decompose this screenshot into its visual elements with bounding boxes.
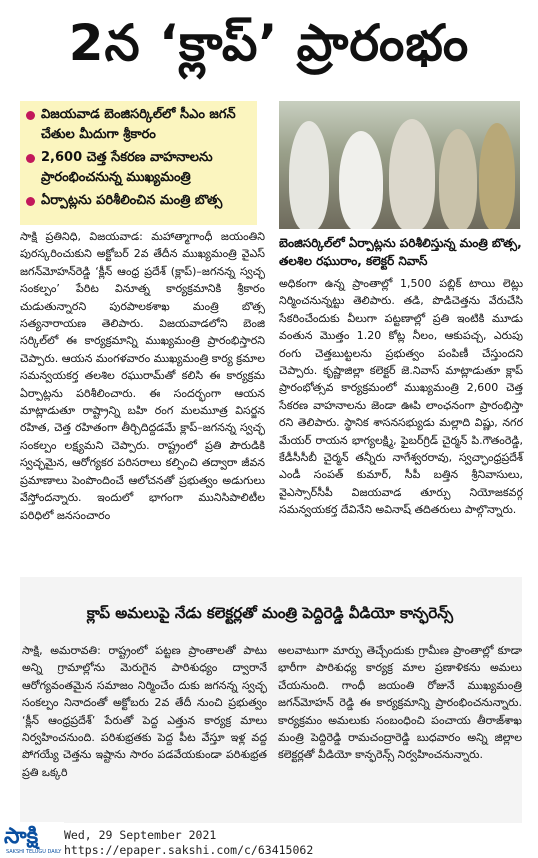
article-column: అలవాటుగా మార్పు తెచ్చేందుకు గ్రామీణ ప్రాంతాల్లో కూడా భారీగా పారిశుధ్య కార్యక్ర మాల ప్రణాళికను అమలు చేయనుంది. గాంధీ జయంతి రోజునే ముఖ్యమంత్రి జగన్‌మోహన్ రెడ్డి ఈ కార్యక్రమాన్ని ప్రారంభించనున్నారు. కార్యక్రమం అమలుకు సంబంధించి పంచాయ తీరాజ్‌శాఖ మంత్రి పెద్దిరెడ్డి రామచంద్రారెడ్డి బుధవారం అన్ని జిల్లాల కలెక్టర్లతో వీడియో కాన్ఫరెన్స్ నిర్వహించనున్నారు. — [278, 644, 522, 762]
highlight-item: ఏర్పాట్లను పరిశీలించిన మంత్రి బొత్స — [26, 191, 251, 211]
bullet-dot-icon — [26, 197, 35, 206]
article-column: సాక్షి, అమరావతి: రాష్ట్రంలో పట్టణ ప్రాంతాలతో పాటు అన్ని గ్రామాల్లోను మెరుగైన పారిశుధ్యం ద్వారానే ఆరోగ్యవంతమైన సమాజం నిర్మించేం దుకు జగనన్న స్వచ్ఛ సంకల్పం నినాదంతో అక్టోబరు 2వ తేదీ నుంచి ప్రభుత్వం ‘క్లీన్ ఆంధ్రప్రదేశ్’ పేరుతో పెద్ద ఎత్తున కార్యక్ర మాలు నిర్వహించనుంది. పరిశుభ్రతకు పెద్ద పీట వేస్తూ ఇళ్ల వద్ద పోగయ్యే చెత్తను ఇష్టాను సారం పడవేయకుండా పరిశుభ్రత ప్రతి ఒక్కరి — [22, 644, 267, 779]
sakshi-logo — [0, 822, 64, 858]
logo-subtext: SAKSHI TELUGU DAILY — [6, 849, 62, 855]
photo-figure — [479, 123, 515, 229]
photo-figure — [289, 121, 329, 229]
highlights-box — [20, 101, 257, 225]
bullet-dot-icon — [26, 111, 35, 120]
epaper-link[interactable]: https://epaper.sakshi.com/c/63415062 — [64, 843, 314, 857]
photo-figure — [389, 119, 435, 229]
footer — [64, 828, 313, 858]
secondary-headline: క్లాప్ అమలుపై నేడు కలెక్టర్లతో మంత్రి పెద్దిరెడ్డి వీడియో కాన్ఫరెన్స్ — [86, 604, 454, 622]
news-photo — [279, 101, 520, 229]
highlight-item: 2,600 చెత్త సేకరణ వాహనాలను ప్రారంభించనున్న ముఖ్యమంత్రి — [26, 148, 251, 188]
article-column: సాక్షి ప్రతినిధి, విజయవాడ: మహాత్మాగాంధీ జయంతిని పురస్కరించుకుని అక్టోబర్ 2వ తేదీన ముఖ్యమంత్రి వైఎస్ జగన్‌మోహన్‌రెడ్డి ‘క్లీన్ ఆంధ్ర ప్రదేశ్ (క్లాప్)–జగనన్న స్వచ్ఛ సంకల్పం’ పేరిట వినూత్న కార్యక్రమానికి శ్రీకారం చుడుతున్నారని పురపాలకశాఖ మంత్రి బొత్స సత్యనారాయణ తెలిపారు. విజయవాడలోని బెంజి సర్కిల్‌లో ఈ కార్యక్రమాన్ని ముఖ్యమంత్రి ప్రారంభిస్తారని చెప్పారు. ఆయన మంగళవారం ముఖ్యమంత్రి కార్య క్రమాల సమన్వయకర్త తలశిల రఘురామ్‌తో కలిసి ఈ కార్యక్రమ ఏర్పాట్లను పరిశీలించారు. ఈ సందర్భంగా ఆయన మాట్లాడుతూ రాష్ట్రాన్ని బహి రంగ మలమూత్ర విసర్జన రహిత, చెత్త రహితంగా తీర్చిదిద్దడమే క్లాప్–జగనన్న స్వచ్ఛ సంకల్పం లక్ష్యమని చెప్పారు. రాష్ట్రంలో ప్రతి పౌరుడికి స్వచ్ఛమైన, ఆరోగ్యకర పరిసరాలు కల్పించి తద్వారా జీవన ప్రమాణాలు పెంపొందించే ఆలోచనతో ప్రభుత్వం అడుగులు వేస్తోందన్నారు. ఇందులో భాగంగా మునిసిపాలిటీల పరిధిలో జనసంచారం — [20, 230, 265, 522]
article-column: అధికంగా ఉన్న ప్రాంతాల్లో 1,500 పబ్లిక్ టాయి లెట్లు నిర్మించనున్నట్టు తెలిపారు. తడి, పొడిచెత్తను వేరుచేసి సేకరించేందుకు వీలుగా పట్టణాల్లో ప్రతి ఇంటికి మూడు వంతున మొత్తం 1.20 కోట్ల నీలం, ఆకుపచ్చ, ఎరుపు రంగు చెత్తబుట్టలను ప్రభుత్వం పంపిణీ చేస్తుందని చెప్పారు. కృష్ణాజిల్లా కలెక్టర్ జె.నివాస్ మాట్లాడుతూ క్లాప్ ప్రారంభోత్సవ కార్యక్రమంలో ముఖ్యమంత్రి 2,600 చెత్త సేకరణ వాహనాలను జెండా ఊపి లాంఛనంగా ప్రారంభిస్తా రని తెలిపారు. స్థానిక శాసనసభ్యుడు మల్లాది విష్ణు, నగర మేయర్ రాయన భాగ్యలక్ష్మి, ఫైబర్‌గ్రిడ్ చైర్మన్ పి.గౌతంరెడ్డి, కేడీసీసీబీ చైర్మన్ తన్నీరు నాగేశ్వరరావు, స్వచ్ఛాంధ్రప్రదేశ్ ఎండీ సంపత్ కుమార్, సీపీ బత్తిన శ్రీనివాసులు, వైఎస్సార్‌సీపీ విజయవాడ తూర్పు నియోజకవర్గ సమన్వయకర్త దేవినేని అవినాష్ తదితరులు పాల్గొన్నారు. — [279, 277, 523, 517]
logo-text: సాక్షి — [4, 824, 39, 849]
photo-caption: బెంజిసర్కిల్‌లో ఏర్పాట్లను పరిశీలిస్తున్న మంత్రి బొత్స, తలశిల రఘురాం, కలెక్టర్ నివాస్ — [279, 236, 522, 268]
bullet-dot-icon — [26, 154, 35, 163]
headline-text: 2న ‘క్లాప్’ ప్రారంభం — [68, 13, 470, 72]
page-title — [0, 0, 538, 98]
photo-figure — [439, 129, 477, 229]
photo-figure — [339, 131, 383, 229]
highlight-item: విజయవాడ బెంజిసర్కిల్‌లో సీఎం జగన్ చేతుల మీదుగా శ్రీకారం — [26, 105, 251, 145]
publish-date: Wed, 29 September 2021 — [64, 828, 217, 842]
